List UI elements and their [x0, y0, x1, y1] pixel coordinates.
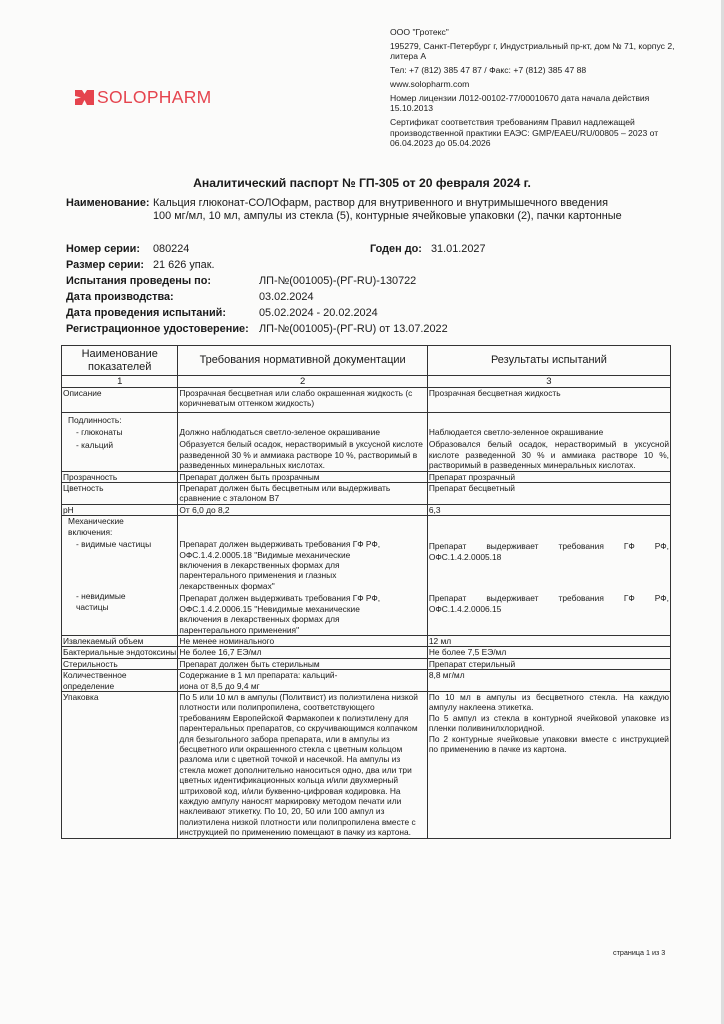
- req-transparency: Препарат должен быть прозрачным: [178, 471, 427, 482]
- req-identity: Должно наблюдаться светло-зеленое окрашивание Образуется белый осадок, нерастворимый в уксусной кислоте разведенной 30 % и аммиака растворе 10 %, растворимый в разведенных минеральных кислотах.: [178, 413, 427, 472]
- indicator-ph: pH: [62, 504, 178, 515]
- indicator-assay: Количественное определение: [62, 670, 178, 692]
- company-name: ООО "Гротекс": [390, 27, 449, 37]
- res-volume: 12 мл: [427, 635, 670, 646]
- table-row: [62, 647, 671, 658]
- table-row: [62, 413, 671, 472]
- req-ph: От 6,0 до 8,2: [178, 504, 427, 515]
- company-license: Номер лицензии Л012-00102-77/00010670 дата начала действия 15.10.2013: [390, 92, 650, 114]
- size-value: 21 626 упак.: [153, 259, 215, 271]
- document-title: Аналитический паспорт № ГП-305 от 20 февраля 2024 г.: [193, 176, 531, 190]
- expiry-value: 31.01.2027: [431, 243, 486, 255]
- solopharm-logo: [75, 89, 212, 107]
- tested-by-label: Испытания проведены по:: [66, 275, 212, 287]
- series-label: Номер серии:: [66, 243, 140, 255]
- req-volume: Не менее номинального: [178, 635, 427, 646]
- reg-value: ЛП-№(001005)-(РГ-RU) от 13.07.2022: [259, 323, 448, 335]
- req-description: Прозрачная бесцветная или слабо окрашенная жидкость (с коричневатым оттенком жидкость): [178, 388, 427, 413]
- res-transparency: Препарат прозрачный: [427, 471, 670, 482]
- col-number-2: 2: [178, 376, 427, 388]
- table-row: [62, 471, 671, 482]
- res-identity: Наблюдается светло-зеленное окрашивание Образовался белый осадок, нерастворимый в уксусной кислоте разведенной 30 % и аммиака растворе 10 %, растворимый в разведенных минеральных кислотах.: [427, 413, 670, 472]
- table-row: [62, 483, 671, 505]
- expiry-label: Годен до:: [370, 243, 422, 255]
- req-endotoxins: Не более 16,7 ЕЭ/мл: [178, 647, 427, 658]
- table-row: [62, 635, 671, 646]
- test-date-value: 05.02.2024 - 20.02.2024: [259, 307, 378, 319]
- test-date-label: Дата проведения испытаний:: [66, 307, 226, 319]
- indicator-volume: Извлекаемый объем: [62, 635, 178, 646]
- res-sterility: Препарат стерильный: [427, 658, 670, 669]
- tested-by-value: ЛП-№(001005)-(РГ-RU)-130722: [259, 275, 417, 287]
- table-row: [62, 658, 671, 669]
- page-number: страница 1 из 3: [613, 948, 666, 957]
- indicator-transparency: Прозрачность: [62, 471, 178, 482]
- req-sterility: Препарат должен быть стерильным: [178, 658, 427, 669]
- req-color: Препарат должен быть бесцветным или выдерживать сравнение с эталоном В7: [178, 483, 427, 505]
- prod-date-value: 03.02.2024: [259, 291, 314, 303]
- col-number-3: 3: [427, 376, 670, 388]
- table-header-row: [62, 346, 671, 376]
- table-row: [62, 516, 671, 636]
- results-table: [61, 345, 671, 839]
- company-address: 195279, Санкт-Петербург г, Индустриальный пр-кт, дом № 71, корпус 2, литера А: [390, 40, 675, 62]
- column-number-row: [62, 376, 671, 388]
- table-row: [62, 388, 671, 413]
- indicator-identity: Подлинность: - глюконаты - кальций: [62, 413, 178, 472]
- res-description: Прозрачная бесцветная жидкость: [427, 388, 670, 413]
- res-mech: Препарат выдерживает требования ГФ РФ, ОФС.1.4.2.0005.18 Препарат выдерживает требования ГФ РФ, ОФС.1.4.2.0006.15: [427, 516, 670, 636]
- req-assay: Содержание в 1 мл препарата: кальций-иона от 8,5 до 9,4 мг: [178, 670, 427, 692]
- indicator-sterility: Стерильность: [62, 658, 178, 669]
- indicator-endotoxins: Бактериальные эндотоксины: [63, 647, 177, 658]
- logo-text: SOLOPHARM: [97, 87, 212, 107]
- header-requirements: Требования нормативной документации: [178, 346, 427, 376]
- series-value: 080224: [153, 243, 190, 255]
- res-endotoxins: Не более 7,5 ЕЭ/мл: [427, 647, 670, 658]
- size-label: Размер серии:: [66, 259, 145, 271]
- req-mech: Препарат должен выдерживать требования ГФ РФ, ОФС.1.4.2.0005.18 "Видимые механические включения в лекарственных формах для парентерального применения и глазных лекарственных формах" Препарат должен выдерживать требования ГФ РФ, ОФС.1.4.2.0006.15 "Невидимые механические включения в лекарственных формах для парентерального применения": [178, 516, 427, 636]
- res-color: Препарат бесцветный: [427, 483, 670, 505]
- prod-date-label: Дата производства:: [66, 291, 174, 303]
- company-info: [390, 27, 690, 152]
- indicator-description: Описание: [62, 388, 178, 413]
- name-value: Кальция глюконат-СОЛОфарм, раствор для внутривенного и внутримышечного введения 100 мг/мл, 10 мл, ампулы из стекла (5), контурные ячейковые упаковки (2), пачки картонные: [153, 197, 622, 222]
- req-packaging: По 5 или 10 мл в ампулы (Политвист) из полиэтилена низкой плотности или полипропилена, соответствующего требованиям Европейской Фармакопеи к полиэтилену для парентеральных препаратов, со скручивающимся колпачком для безыгольного забора препарата, или в ампулы из бесцветного или окрашенного стекла с цветным кольцом разлома или с цветной точкой и насечкой. На ампулы из стекла может дополнительно наноситься одно, два или три цветных идентификационных кольца и/или двухмерный штриховой код, и/или буквенно-цифровая кодировка. На каждую ампулу наносят маркировку методом печати или наклеивают этикетку. По 10, 20, 50 или 100 ампул из полиэтилена низкой плотности или полипропилена вместе с инструкцией по применению помещают в пачку из картона.: [178, 691, 427, 838]
- res-assay: 8,8 мг/мл: [427, 670, 670, 692]
- header-results: Результаты испытаний: [427, 346, 670, 376]
- res-ph: 6,3: [427, 504, 670, 515]
- company-website: www.solopharm.com: [390, 78, 470, 89]
- indicator-packaging: Упаковка: [62, 691, 178, 838]
- table-row: [62, 670, 671, 692]
- company-certificate: Сертификат соответствия требованиям Правил надлежащей производственной практики ЕАЭС: GMP/EAEU/RU/00805 – 2023 от 06.04.2023 до 05.04.2026: [390, 117, 659, 149]
- res-packaging: По 10 мл в ампулы из бесцветного стекла. На каждую ампулу наклеена этикетка. По 5 ампул из стекла в контурной ячейковой упаковке из пленки поливинилхлоридной. По 2 контурные ячейковые упаковки вместе с инструкцией по применению в пачке из картона.: [427, 691, 670, 838]
- header-indicator: Наименование показателей: [62, 346, 178, 376]
- company-phone: Тел: +7 (812) 385 47 87 / Факс: +7 (812) 385 47 88: [390, 65, 587, 76]
- indicator-mech: Механические включения: - видимые частицы - невидимые частицы: [62, 516, 178, 636]
- solopharm-logo-icon: [75, 90, 94, 105]
- table-row: [62, 504, 671, 515]
- table-row: [62, 691, 671, 838]
- reg-label: Регистрационное удостоверение:: [66, 323, 249, 335]
- name-label: Наименование:: [66, 197, 150, 209]
- indicator-color: Цветность: [62, 483, 178, 505]
- col-number-1: 1: [62, 376, 178, 388]
